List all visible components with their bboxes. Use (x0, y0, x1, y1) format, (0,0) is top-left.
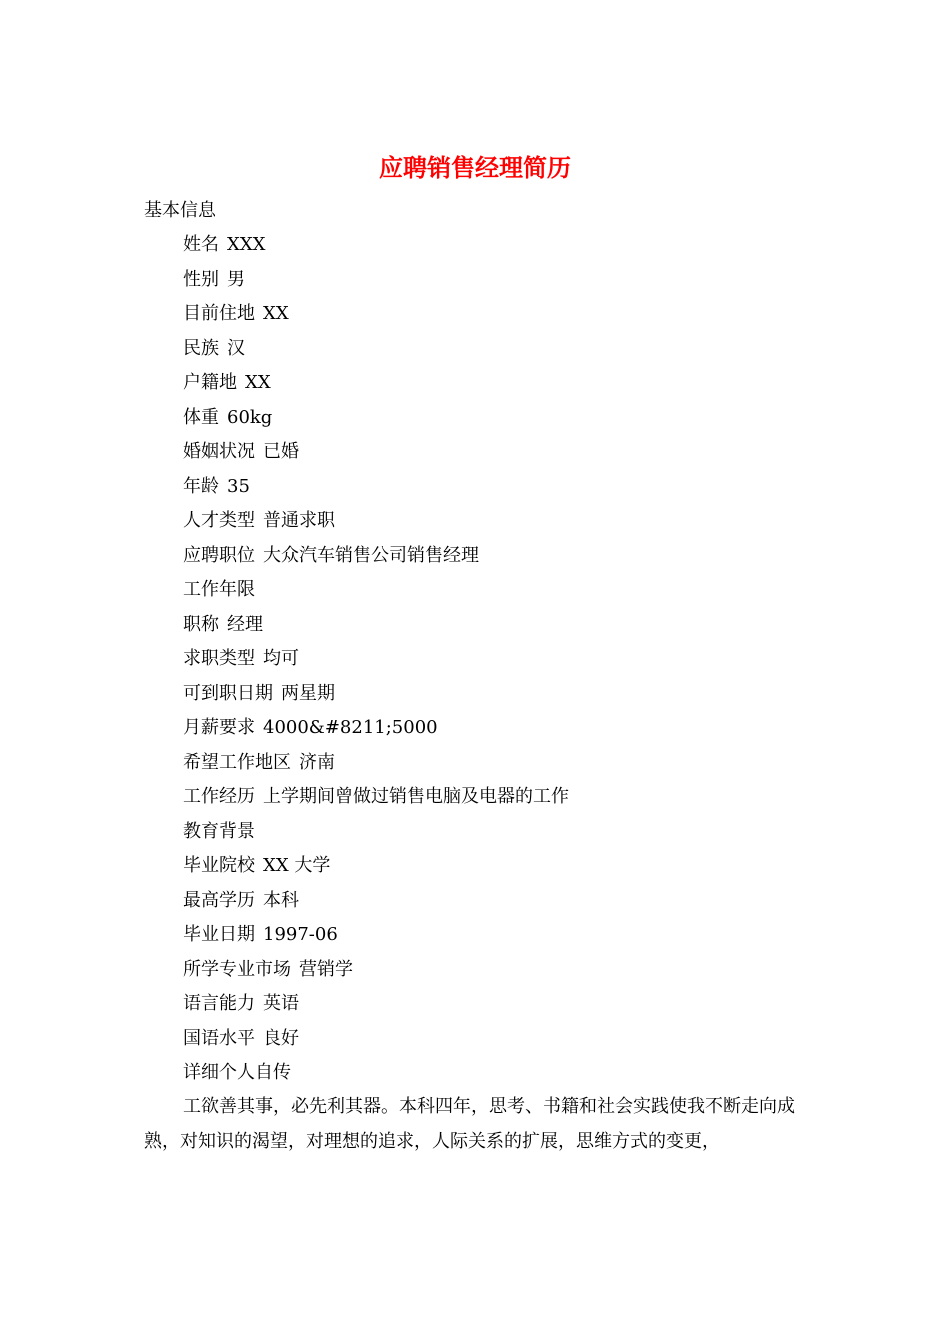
info-field (183, 366, 569, 401)
field-value: 4000&#8211;5000 (263, 717, 438, 738)
section-heading-basic-info: 基本信息 (144, 200, 216, 221)
field-label: 国语水平 (183, 1027, 255, 1049)
field-value: 汉 (227, 337, 245, 359)
info-field (183, 228, 569, 263)
info-field (183, 746, 569, 781)
field-label: 工作年限 (183, 579, 255, 600)
info-field (183, 1056, 569, 1091)
info-field (183, 435, 569, 470)
field-label: 姓名 (183, 234, 219, 255)
info-field (183, 780, 569, 815)
field-value: XX (245, 372, 271, 393)
field-label: 教育背景 (183, 820, 255, 842)
field-label: 年龄 (183, 475, 219, 497)
field-label: 人才类型 (183, 510, 255, 531)
field-label: 最高学历 (183, 889, 255, 911)
field-value: 经理 (227, 613, 263, 635)
info-field (183, 573, 569, 608)
field-label: 毕业日期 (183, 924, 255, 945)
field-value: 男 (227, 268, 245, 290)
field-value: 普通求职 (263, 510, 335, 531)
info-field (183, 849, 569, 884)
field-value: XX (263, 303, 289, 324)
field-label: 希望工作地区 (183, 751, 291, 773)
info-field (183, 401, 569, 436)
field-value: 良好 (263, 1027, 299, 1049)
field-label: 目前住地 (183, 303, 255, 324)
field-label: 性别 (183, 268, 219, 290)
field-value: 本科 (263, 889, 299, 911)
info-field (183, 504, 569, 539)
field-value: 已婚 (263, 441, 299, 462)
info-field (183, 297, 569, 332)
field-label: 民族 (183, 337, 219, 359)
field-value: 大众汽车销售公司销售经理 (263, 544, 479, 566)
field-value: XX 大学 (263, 855, 331, 876)
field-label: 应聘职位 (183, 544, 255, 566)
field-label: 所学专业市场 (183, 958, 291, 980)
field-value: 35 (227, 475, 250, 497)
info-field (183, 815, 569, 850)
field-value: 济南 (299, 751, 335, 773)
field-value: 1997-06 (263, 924, 338, 945)
field-label: 求职类型 (183, 648, 255, 669)
info-field (183, 1022, 569, 1057)
info-field (183, 953, 569, 988)
info-field (183, 918, 569, 953)
field-value: 英语 (263, 993, 299, 1014)
field-label: 户籍地 (183, 372, 237, 393)
info-field (183, 470, 569, 505)
field-label: 可到职日期 (183, 682, 273, 704)
field-value: 营销学 (299, 958, 353, 980)
info-field (183, 711, 569, 746)
info-field (183, 884, 569, 919)
field-label: 体重 (183, 406, 219, 428)
info-field (183, 332, 569, 367)
field-value: XXX (227, 234, 266, 255)
info-field (183, 608, 569, 643)
field-value: 均可 (263, 648, 299, 669)
field-label: 婚姻状况 (183, 441, 255, 462)
info-field (183, 677, 569, 712)
document-title: 应聘销售经理简历 (379, 153, 571, 182)
field-label: 语言能力 (183, 993, 255, 1014)
info-field (183, 642, 569, 677)
info-field (183, 539, 569, 574)
field-value: 上学期间曾做过销售电脑及电器的工作 (263, 786, 569, 807)
info-field (183, 987, 569, 1022)
field-label: 职称 (183, 613, 219, 635)
bio-paragraph: 工欲善其事，必先利其器。本科四年，思考、书籍和社会实践使我不断走向成熟，对知识的渴望，对理想的追求，人际关系的扩展，思维方式的变更， (144, 1096, 795, 1152)
info-field-list (183, 228, 569, 1091)
info-field (183, 263, 569, 298)
field-value: 60kg (227, 406, 273, 428)
field-label: 月薪要求 (183, 717, 255, 738)
field-label: 毕业院校 (183, 855, 255, 876)
field-label: 详细个人自传 (183, 1062, 291, 1083)
field-value: 两星期 (281, 682, 335, 704)
field-label: 工作经历 (183, 786, 255, 807)
